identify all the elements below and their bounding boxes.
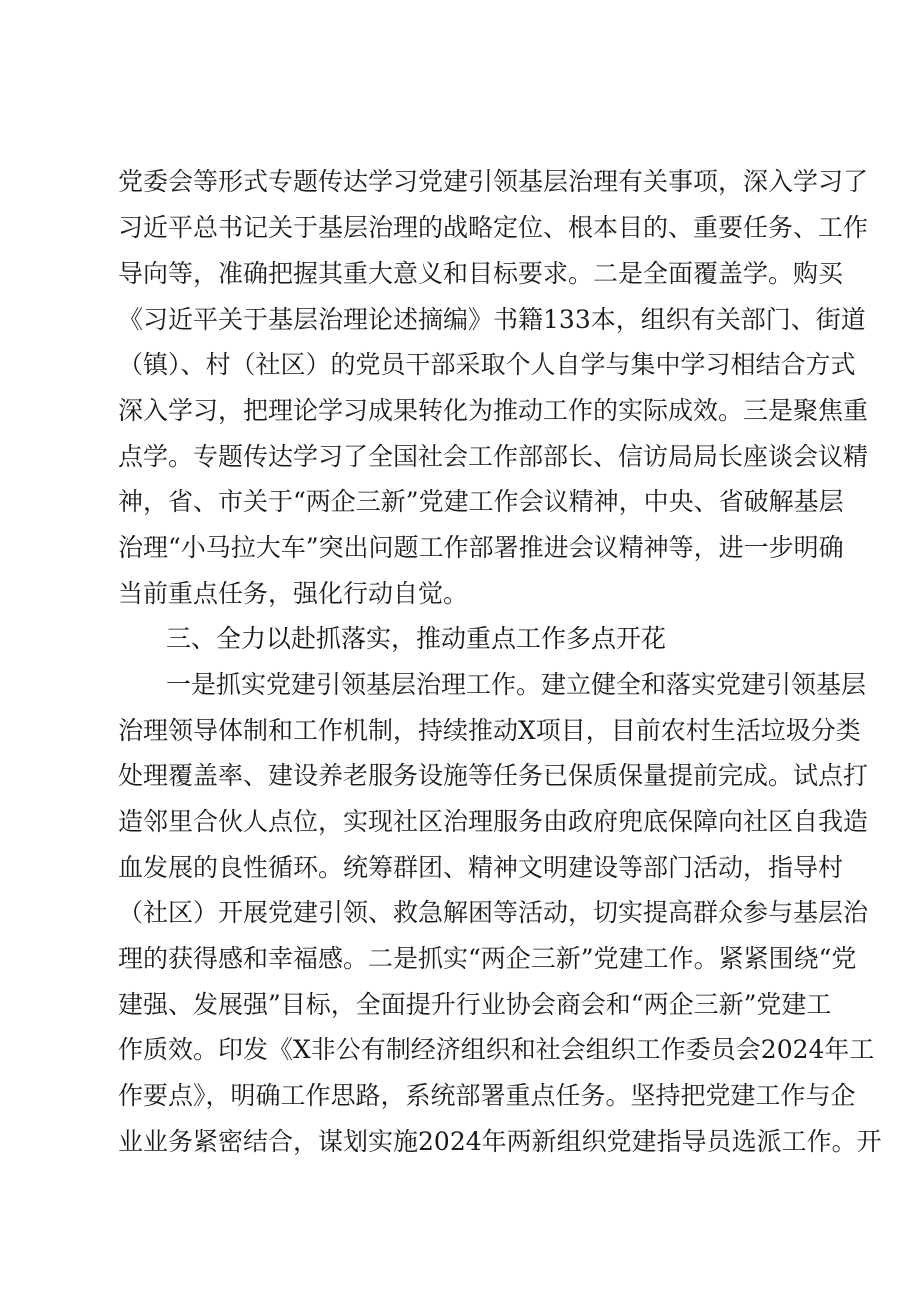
paragraph-1-line-8: 神，省、市关于“两企三新”党建工作会议精神，中央、省破解基层	[118, 487, 844, 516]
paragraph-2-line-5: 血发展的良性循环。统筹群团、精神文明建设等部门活动，指导村	[118, 853, 844, 882]
paragraph-2-line-4: 造邻里合伙人点位，实现社区治理服务由政府兜底保障向社区自我造	[118, 807, 869, 836]
paragraph-1-line-9: 治理“小马拉大车”突出问题工作部署推进会议精神等，进一步明确	[118, 533, 844, 562]
paragraph-2-line-7: 理的获得感和幸福感。二是抓实“两企三新”党建工作。紧紧围绕“党	[118, 944, 857, 973]
paragraph-2-line-1: 一是抓实党建引领基层治理工作。建立健全和落实党建引领基层	[166, 670, 867, 699]
paragraph-2-line-3: 处理覆盖率、建设养老服务设施等任务已保质保量提前完成。试点打	[118, 761, 869, 790]
paragraph-2-line-10: 作要点》，明确工作思路，系统部署重点任务。坚持把党建工作与企	[118, 1081, 856, 1110]
paragraph-2-line-11: 业业务紧密结合，谋划实施2024年两新组织党建指导员选派工作。开	[118, 1127, 882, 1156]
paragraph-1-line-4: 《习近平关于基层治理论述摘编》书籍133本，组织有关部门、街道	[118, 305, 866, 334]
paragraph-1-line-2: 习近平总书记关于基层治理的战略定位、根本目的、重要任务、工作	[118, 213, 869, 242]
paragraph-1-line-1: 党委会等形式专题传达学习党建引领基层治理有关事项，深入学习了	[118, 167, 869, 196]
paragraph-2-line-2: 治理领导体制和工作机制，持续推动X项目，目前农村生活垃圾分类	[118, 716, 861, 745]
section-heading: 三、全力以赴抓落实，推动重点工作多点开花	[166, 624, 667, 653]
paragraph-2-line-8: 建强、发展强”目标，全面提升行业协会商会和“两企三新”党建工	[118, 990, 832, 1019]
paragraph-1-line-3: 导向等，准确把握其重大意义和目标要求。二是全面覆盖学。购买	[118, 259, 844, 288]
paragraph-1-line-10: 当前重点任务，强化行动自觉。	[118, 579, 469, 608]
paragraph-1-line-6: 深入学习，把理论学习成果转化为推动工作的实际成效。三是聚焦重	[118, 396, 869, 425]
paragraph-1-line-7: 点学。专题传达学习了全国社会工作部部长、信访局局长座谈会议精	[118, 442, 869, 471]
paragraph-2-line-9: 作质效。印发《X非公有制经济组织和社会组织工作委员会2024年工	[118, 1035, 875, 1064]
paragraph-2-line-6: （社区）开展党建引领、救急解困等活动，切实提高群众参与基层治	[118, 898, 869, 927]
paragraph-1-line-5: （镇）、村（社区）的党员干部采取个人自学与集中学习相结合方式	[118, 350, 856, 379]
